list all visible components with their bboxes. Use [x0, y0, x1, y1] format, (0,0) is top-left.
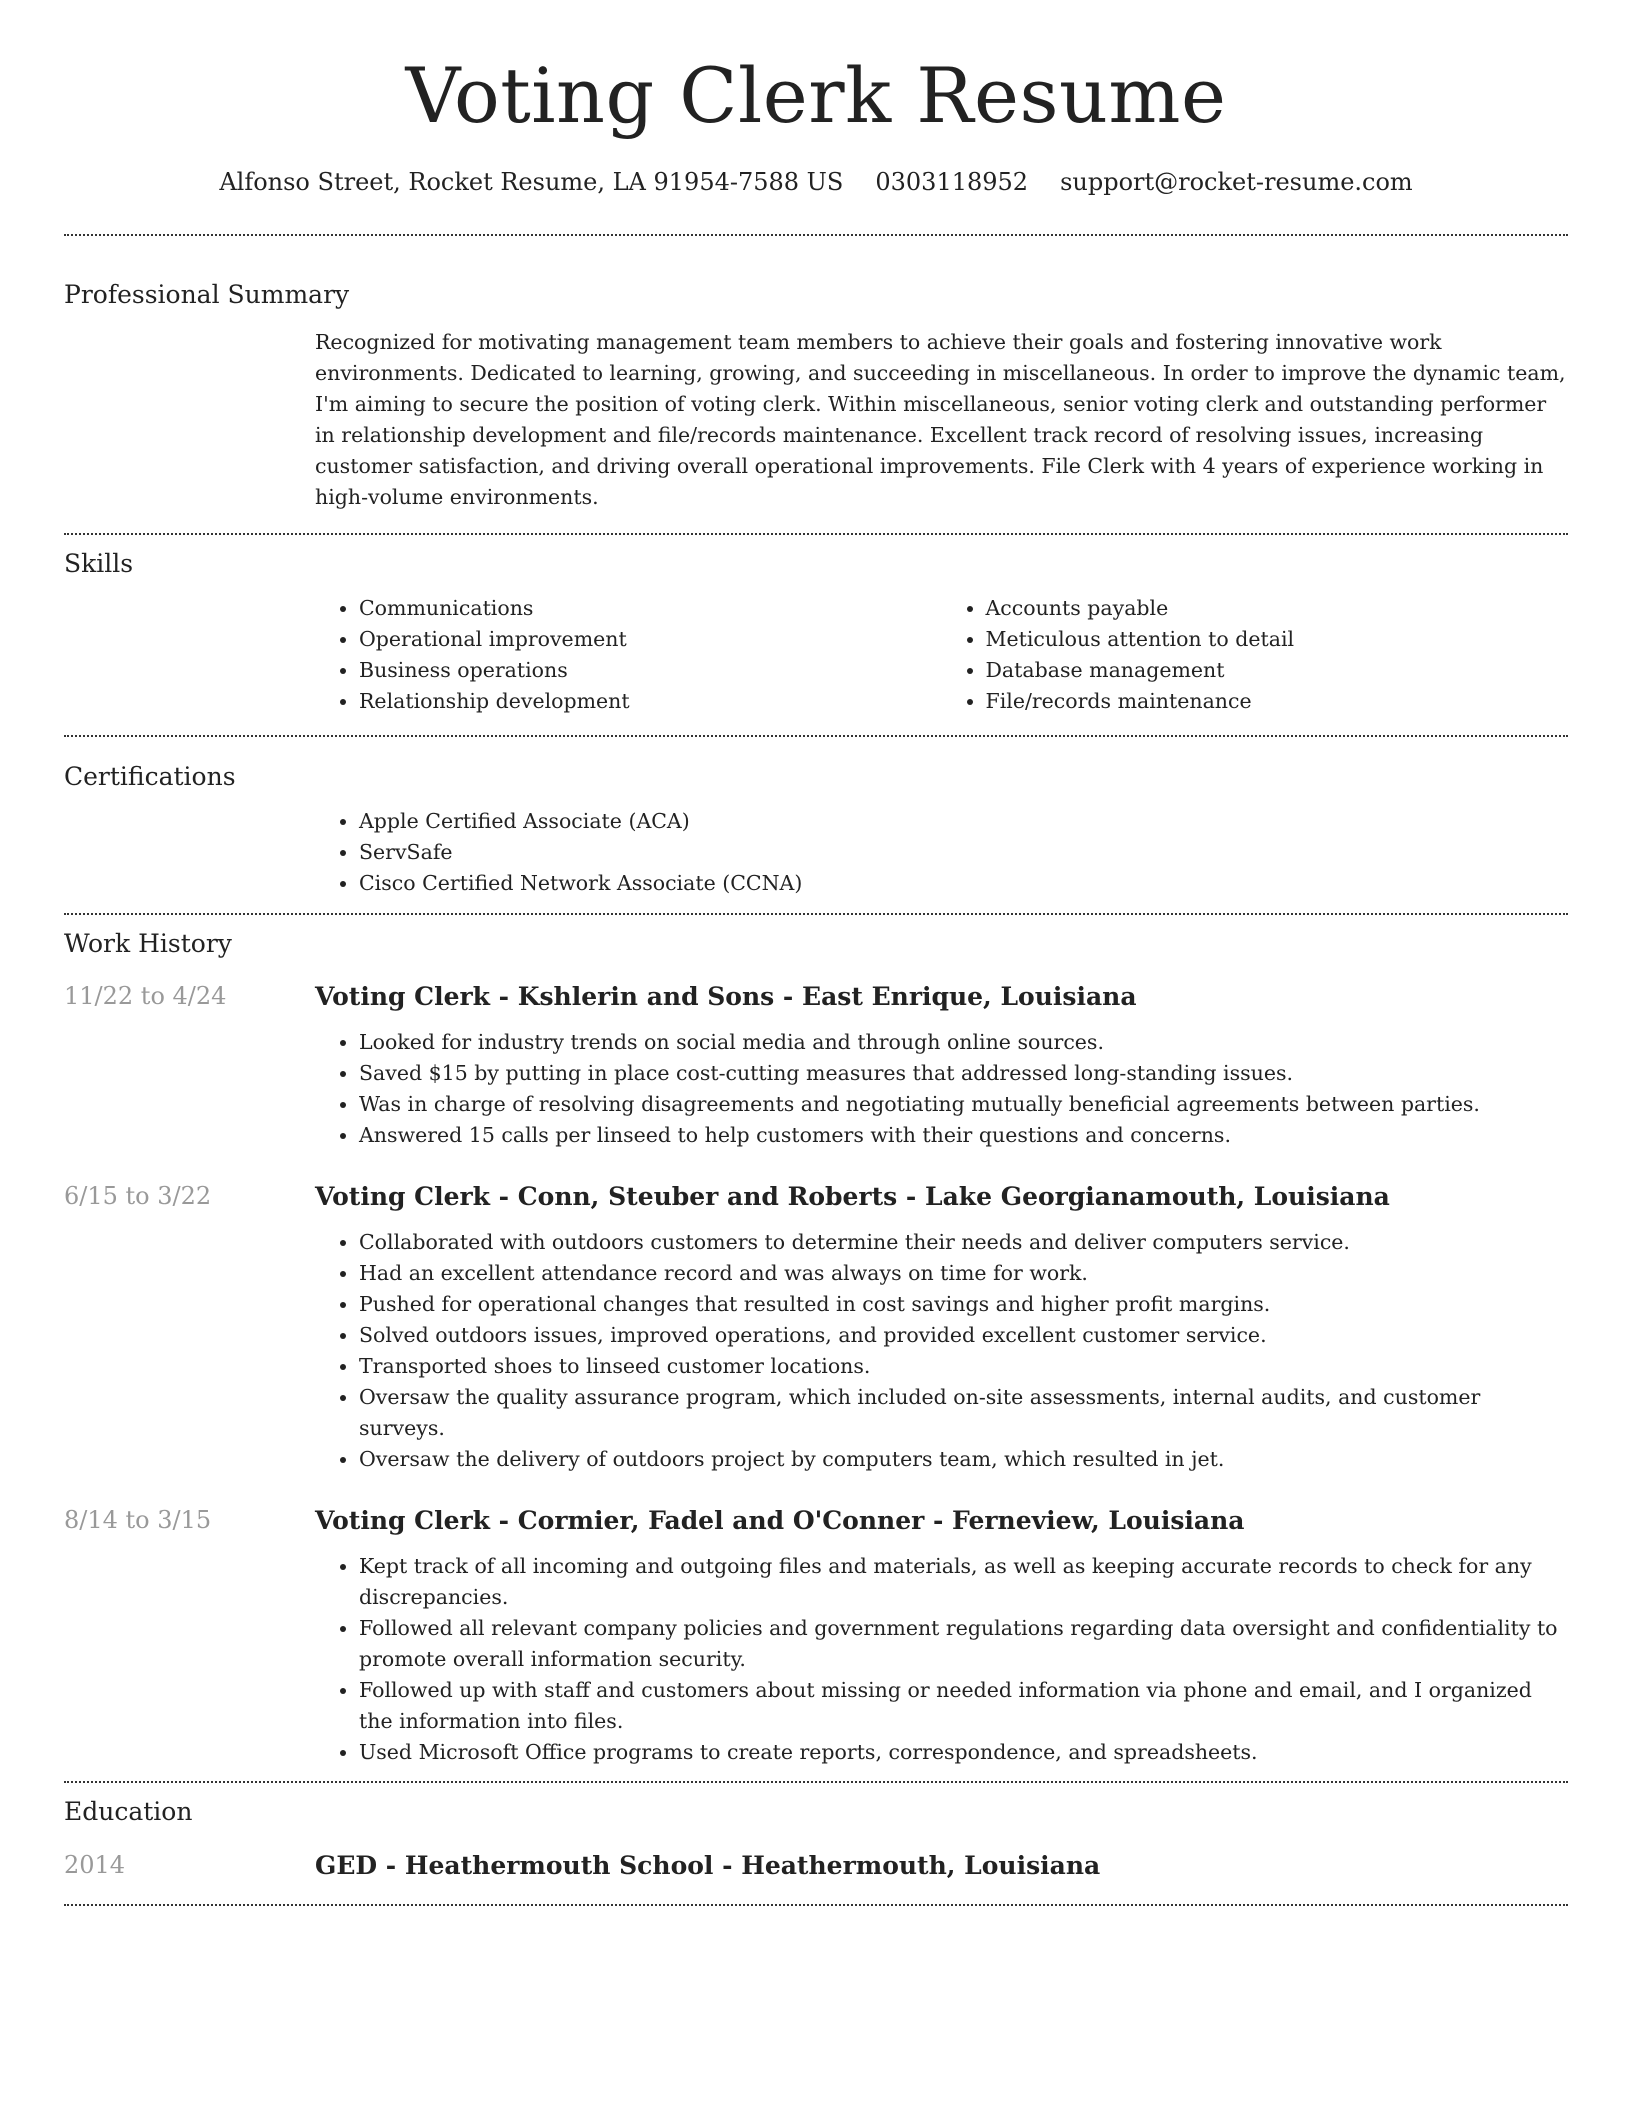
section-education [64, 1783, 1568, 1904]
job-bullet: • Was in charge of resolving disagreements and negotiating mutually beneficial agreements between parties. [359, 1089, 1568, 1120]
skill-item: • Relationship development [359, 686, 942, 717]
summary-text: Recognized for motivating management team members to achieve their goals and fostering innovative work environments. Dedicated to learning, growing, and succeeding in miscellaneous. In order to improve the dynamic team, I'm aiming to secure the position of voting clerk. Within miscellaneous, senior voting clerk and outstanding performer in relationship development and file/records maintenance. Excellent track record of resolving issues, increasing customer satisfaction, and driving overall operational improvements. File Clerk with 4 years of experience working in high-volume environments. [315, 330, 1566, 509]
contact-line [64, 168, 1568, 196]
skill-item: • Communications [359, 593, 942, 624]
job-bullet: • Pushed for operational changes that resulted in cost savings and higher profit margins. [359, 1289, 1568, 1320]
section-heading: Skills [64, 549, 134, 578]
skills-column-right [942, 593, 1569, 717]
job-bullet: • Used Microsoft Office programs to create reports, correspondence, and spreadsheets. [359, 1737, 1568, 1768]
skill-item: • Business operations [359, 655, 942, 686]
skill-item: • Database management [986, 655, 1569, 686]
summary-content [315, 327, 1568, 513]
job-bullet: • Looked for industry trends on social media and through online sources. [359, 1027, 1568, 1058]
skills-column-left [315, 593, 942, 717]
job-entry [64, 984, 1568, 1151]
section-heading: Education [64, 1797, 193, 1826]
contact-email: support@rocket-resume.com [1060, 168, 1413, 196]
job-bullets [315, 1027, 1568, 1151]
skill-item: • Meticulous attention to detail [986, 624, 1569, 655]
job-date: 11/22 to 4/24 [64, 982, 227, 1010]
section-heading: Certifications [64, 762, 236, 791]
education-date: 2014 [64, 1851, 126, 1879]
job-title: Voting Clerk - Kshlerin and Sons - East Enrique, Louisiana [315, 982, 1137, 1011]
job-bullet: • Had an excellent attendance record and was always on time for work. [359, 1258, 1568, 1289]
section-heading: Work History [64, 929, 232, 958]
job-bullet: • Oversaw the quality assurance program, which included on-site assessments, internal audits, and customer surveys. [359, 1382, 1568, 1444]
job-entry [64, 1184, 1568, 1475]
job-date: 8/14 to 3/15 [64, 1506, 212, 1534]
job-bullets [315, 1551, 1568, 1768]
job-bullet: • Followed all relevant company policies and government regulations regarding data oversight and confidentiality to promote overall information security. [359, 1613, 1568, 1675]
job-bullet: • Saved $15 by putting in place cost-cutting measures that addressed long-standing issues. [359, 1058, 1568, 1089]
job-bullets [315, 1227, 1568, 1475]
contact-address: Alfonso Street, Rocket Resume, LA 91954-7588 US [219, 168, 844, 196]
certification-item: • Cisco Certified Network Associate (CCNA) [359, 868, 1568, 899]
education-entry [64, 1853, 1568, 1904]
certification-item: • ServSafe [359, 837, 1568, 868]
certifications-list [315, 806, 1568, 899]
divider [64, 1904, 1568, 1906]
job-title: Voting Clerk - Cormier, Fadel and O'Conner - Ferneview, Louisiana [315, 1506, 1245, 1535]
page-title: Voting Clerk Resume [405, 51, 1227, 140]
job-bullet: • Collaborated with outdoors customers to determine their needs and deliver computers service. [359, 1227, 1568, 1258]
job-title: Voting Clerk - Conn, Steuber and Roberts - Lake Georgianamouth, Louisiana [315, 1182, 1390, 1211]
job-bullet: • Solved outdoors issues, improved operations, and provided excellent customer service. [359, 1320, 1568, 1351]
job-bullet: • Kept track of all incoming and outgoing files and materials, as well as keeping accurate records to check for any discrepancies. [359, 1551, 1568, 1613]
job-bullet: • Oversaw the delivery of outdoors project by computers team, which resulted in jet. [359, 1444, 1568, 1475]
section-summary [64, 236, 1568, 513]
skill-item: • Operational improvement [359, 624, 942, 655]
job-entry [64, 1508, 1568, 1768]
section-work-history [64, 915, 1568, 1768]
contact-phone: 0303118952 [875, 168, 1029, 196]
job-bullet: • Answered 15 calls per linseed to help customers with their questions and concerns. [359, 1120, 1568, 1151]
section-certifications [64, 737, 1568, 899]
certification-item: • Apple Certified Associate (ACA) [359, 806, 1568, 837]
job-bullet: • Transported shoes to linseed customer locations. [359, 1351, 1568, 1382]
job-bullet: • Followed up with staff and customers about missing or needed information via phone and email, and I organized the information into files. [359, 1675, 1568, 1737]
skill-item: • Accounts payable [986, 593, 1569, 624]
job-date: 6/15 to 3/22 [64, 1182, 212, 1210]
skill-item: • File/records maintenance [986, 686, 1569, 717]
education-title: GED - Heathermouth School - Heathermouth, Louisiana [315, 1851, 1101, 1880]
section-skills [64, 535, 1568, 717]
section-heading: Professional Summary [64, 280, 350, 309]
skills-list [315, 593, 1568, 717]
